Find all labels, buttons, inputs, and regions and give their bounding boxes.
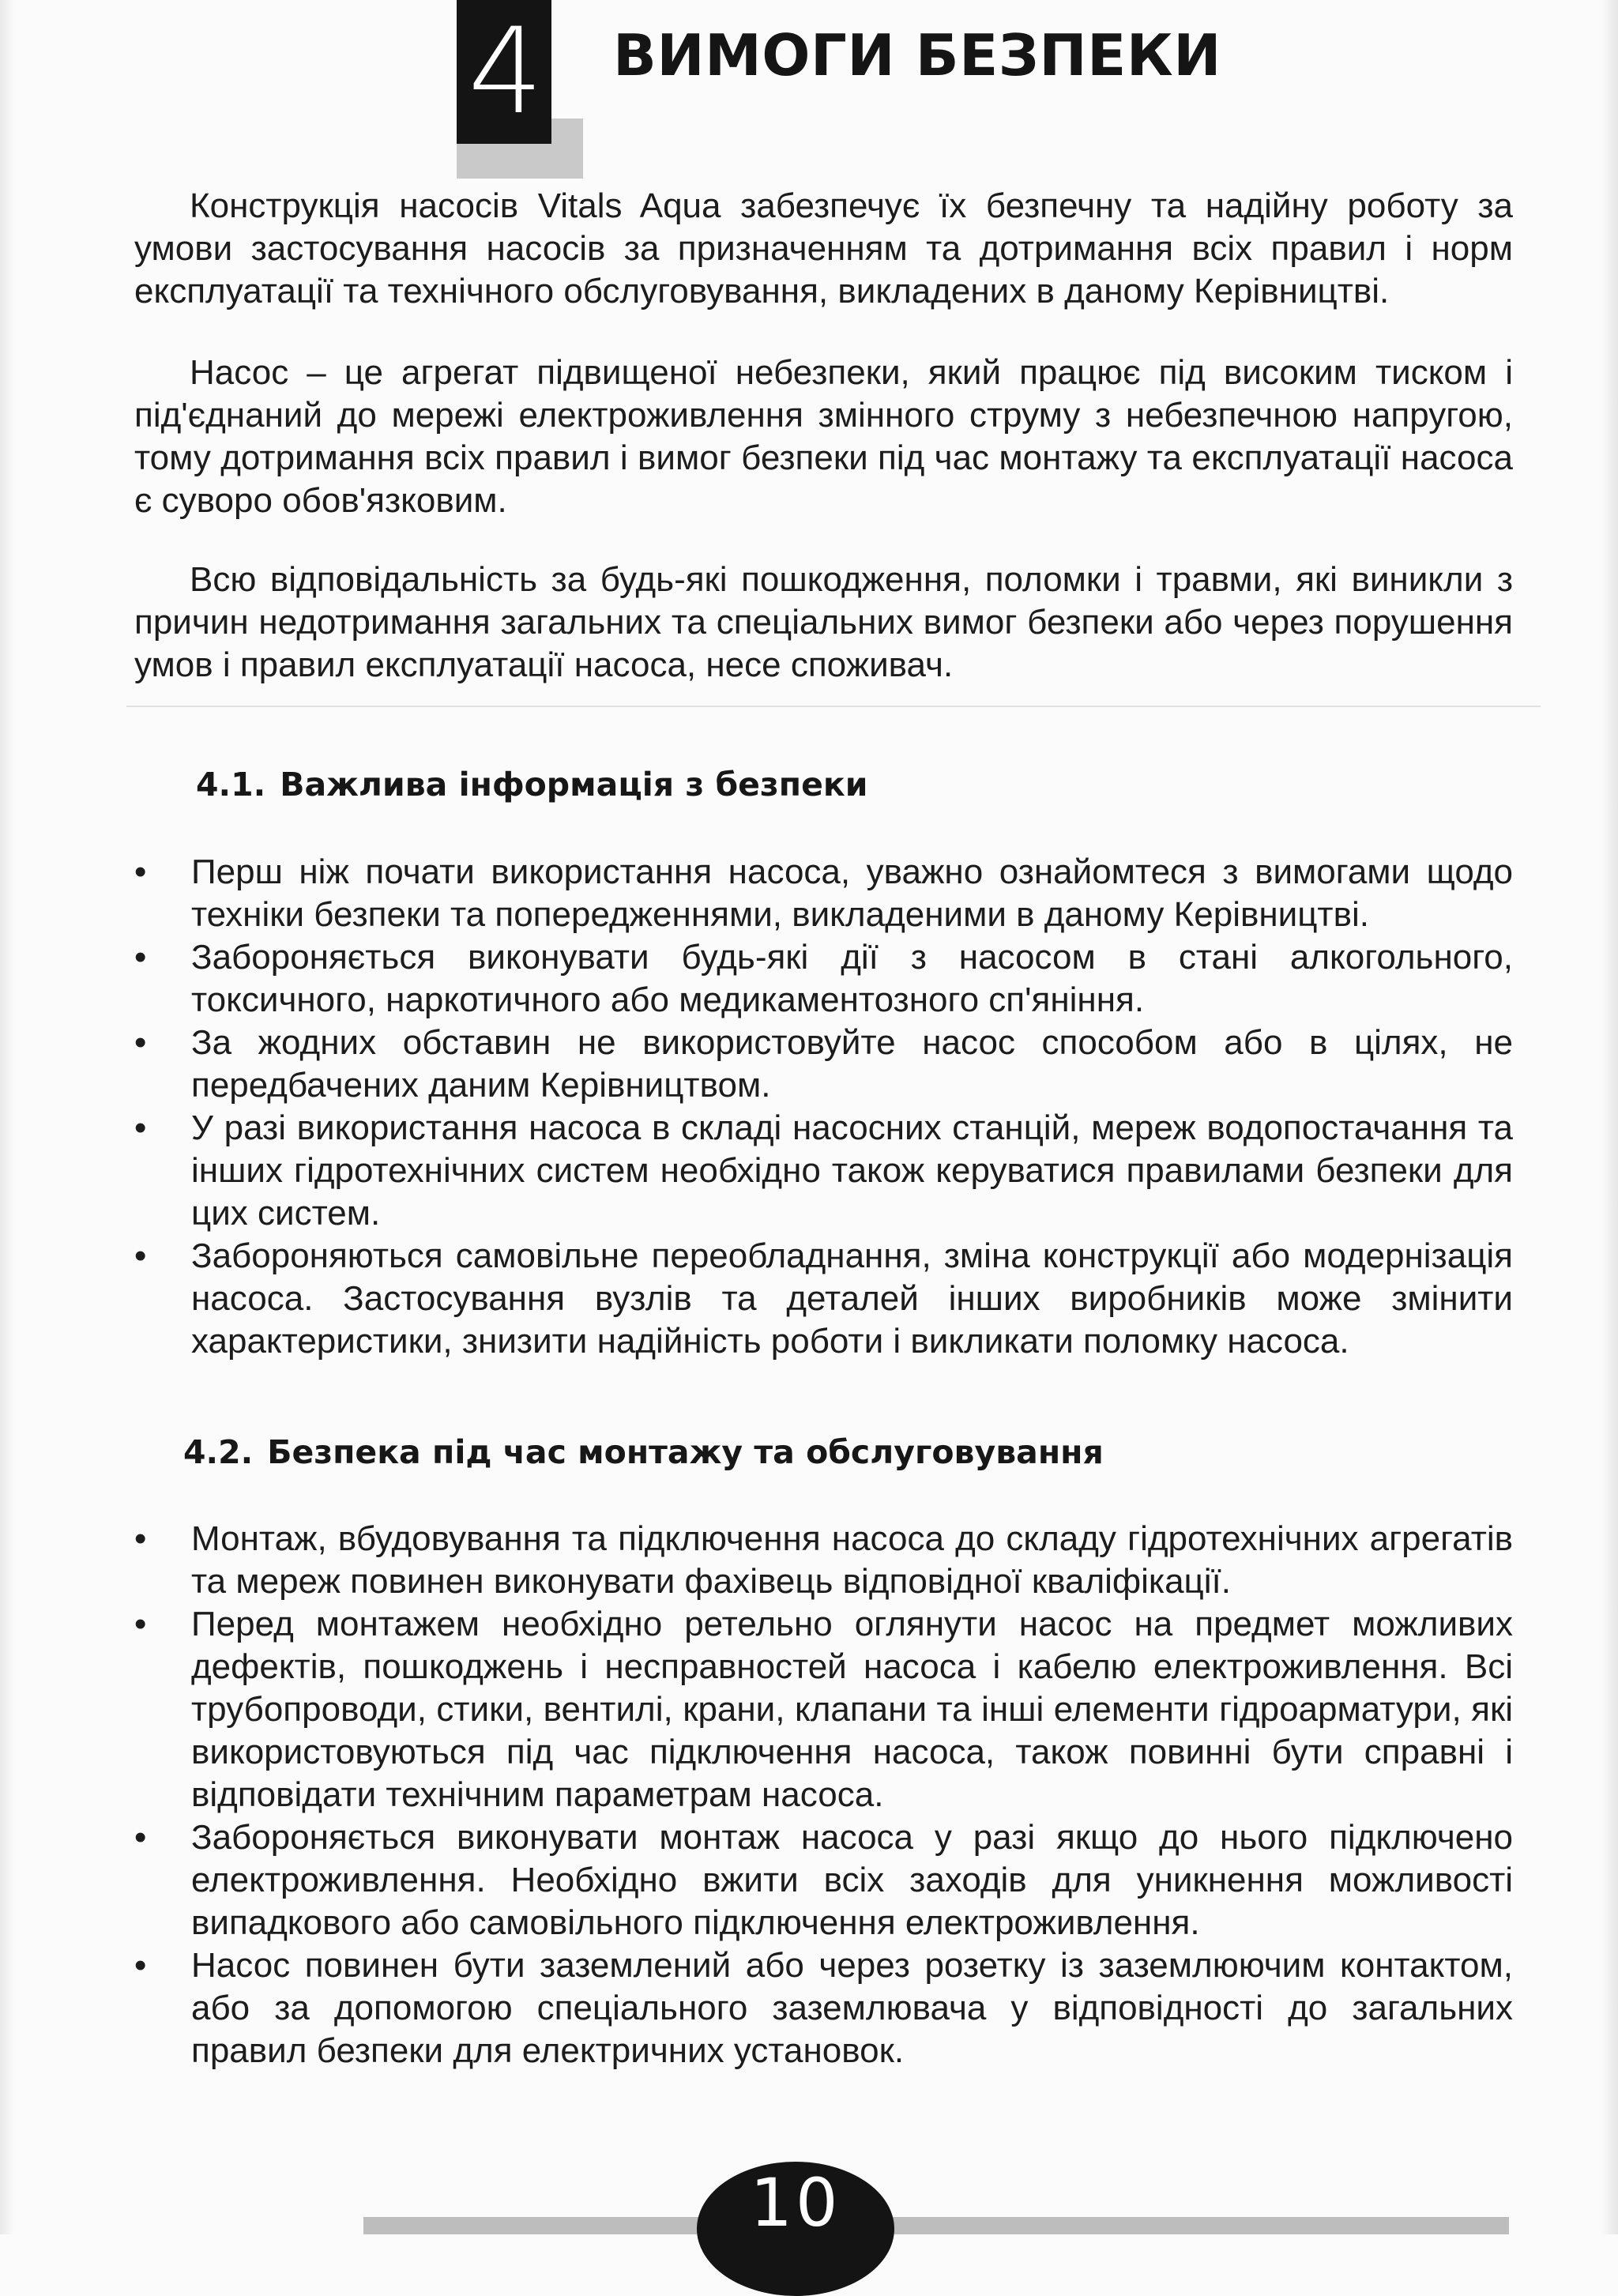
section-number: 4.2. [183,1433,254,1471]
chapter-number: 4 [457,0,551,144]
list-item [134,1944,1513,2072]
list-item-text: Забороняються самовільне переобладнання, зміна конструкції або модернізація насоса. Застосування вузлів та деталей інших виробників може змінити характеристики, знизити надійність роботи і викликати поломку насоса. [191,1236,1513,1361]
section-heading-4-1 [196,763,867,806]
section-title: Безпека під час монтажу та обслуговування [267,1433,1104,1471]
list-item-text: Монтаж, вбудовування та підключення насоса до складу гідротехнічних агрегатів та мереж повинен виконувати фахівець відповідної кваліфікації. [191,1519,1513,1601]
list-item [134,1816,1513,1944]
bullet-icon: • [134,1946,147,1985]
section-heading-4-2 [183,1431,1104,1474]
list-item-text: За жодних обставин не використовуйте насос способом або в цілях, не передбачених даним Керівництвом. [191,1023,1513,1105]
footer-band [363,2217,1509,2234]
bullet-icon: • [134,1236,147,1275]
list-item-text: Перш ніж почати використання насоса, уважно ознайомтеся з вимогами щодо техніки безпеки та попередженнями, викладеними в даному Керівництві. [191,853,1513,934]
bullet-list-4-1 [134,851,1513,1363]
bullet-icon: • [134,938,147,977]
list-item [134,1603,1513,1816]
page-edge-left [0,0,14,2234]
bullet-icon: • [134,1519,147,1558]
bullet-list-4-2 [134,1518,1513,2072]
list-item [134,851,1513,936]
page-number: 10 [750,2164,841,2241]
section-title: Важлива інформація з безпеки [280,766,868,804]
bullet-icon: • [134,853,147,891]
bullet-icon: • [134,1023,147,1062]
list-item [134,1518,1513,1603]
intro-paragraph-3: Всю відповідальність за будь-які пошкодження, поломки і травми, які виникли з причин недотримання загальних та спеціальних вимог безпеки або через порушення умов і правил експлуатації насоса, несе споживач. [134,560,1513,684]
list-item-text: Забороняється виконувати монтаж насоса у разі якщо до нього підключено електроживлення. Необхідно вжити всіх заходів для уникнення можливості випадкового або самовільного підключення електроживлення. [191,1818,1513,1942]
list-item [134,1107,1513,1235]
chapter-header [457,0,1563,182]
chapter-title: ВИМОГИ БЕЗПЕКИ [613,22,1221,88]
page-edge-right [1601,0,1618,2234]
list-item [134,936,1513,1022]
list-item [134,1022,1513,1107]
list-item-text: Насос повинен бути заземлений або через розетку із заземлюючим контактом, або за допомогою спеціального заземлювача у відповідності до загальних правил безпеки для електричних установок. [191,1946,1513,2070]
list-item [134,1235,1513,1363]
bullet-icon: • [134,1108,147,1147]
list-item-text: Перед монтажем необхідно ретельно оглянути насос на предмет можливих дефектів, пошкоджень і несправностей насоса і кабелю електроживлення. Всі трубопроводи, стики, вентилі, крани, клапани та інші елементи гідроарматури, які використовуються під час підключення насоса, також повинні бути справні і відповідати технічним параметрам насоса. [191,1605,1513,1814]
intro-paragraph-1: Конструкція насосів Vitals Aqua забезпечує їх безпечну та надійну роботу за умови застосування насосів за призначенням та дотримання всіх правил і норм експлуатації та технічного обслуговування, викладених в даному Керівництві. [134,186,1513,311]
bullet-icon: • [134,1605,147,1643]
divider-line [126,706,1541,707]
section-number: 4.1. [196,766,266,804]
list-item-text: Забороняється виконувати будь-які дії з насосом в стані алкогольного, токсичного, наркотичного або медикаментозного сп'яніння. [191,938,1513,1019]
bullet-icon: • [134,1818,147,1857]
intro-paragraph-2: Насос – це агрегат підвищеної небезпеки, який працює під високим тиском і під'єднаний до мережі електроживлення змінного струму з небезпечною напругою, тому дотримання всіх правил і вимог безпеки під час монтажу та експлуатації насоса є суворо обов'язковим. [134,353,1513,520]
list-item-text: У разі використання насоса в складі насосних станцій, мереж водопостачання та інших гідротехнічних систем необхідно також керуватися правилами безпеки для цих систем. [191,1108,1513,1233]
